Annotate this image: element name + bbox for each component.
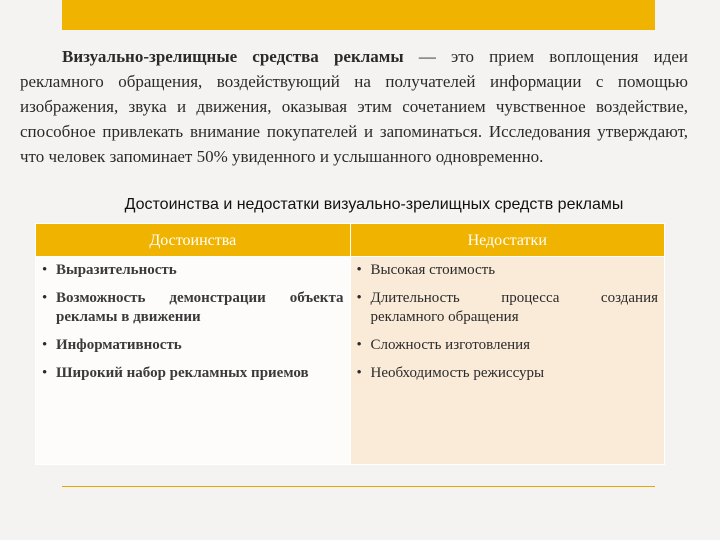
list-item [357,364,659,383]
list-item [42,261,344,280]
list-item [357,289,659,327]
disadvantage-text: Сложность изготовления [370,337,531,353]
advantage-text: Широкий набор рекламных приемов [56,365,309,381]
bottom-divider [62,486,655,487]
bullet-icon: • [42,290,48,306]
disadvantages-cell [350,257,665,465]
list-item [42,289,344,327]
disadvantage-text: Длительность процесса создания рекламного обращения [370,290,658,325]
disadvantage-text: Необходимость режиссуры [370,365,545,381]
header-disadvantages: Недостатки [350,224,665,257]
bullet-icon: • [42,337,48,353]
list-item [42,364,344,383]
bullet-icon: • [42,262,48,278]
table-header-row [36,224,665,257]
bullet-icon: • [356,262,362,278]
top-accent-bar [62,0,655,30]
advantages-cell [36,257,351,465]
bullet-icon: • [356,290,362,306]
bullet-icon: • [356,365,362,381]
bullet-icon: • [356,337,362,353]
table-title: Достоинства и недостатки визуально-зрелищных средств рекламы [124,196,624,213]
table-body-row [36,257,665,465]
advantage-text: Выразительность [56,262,177,278]
disadvantage-text: Высокая стоимость [370,262,496,278]
bullet-icon: • [42,365,48,381]
list-item [42,336,344,355]
intro-paragraph [20,44,688,169]
list-item [357,261,659,280]
list-item [357,336,659,355]
intro-term: Визуально-зрелищные средства рекламы [62,47,404,66]
advantage-text: Информативность [56,337,182,353]
header-advantages: Достоинства [36,224,351,257]
comparison-table [35,223,665,465]
intro-definition: — это прием воплощения идеи рекламного обращения, воздействующий на получателей информации с помощью изображения, звука и движения, оказывая этим сочетанием чувственное воздействие, способное привлекать внимание покупателей и запоминаться. Исследования утверждают, что человек запоминает 50% увиденного и услышанного одновременно. [20,47,688,166]
advantage-text: Возможность демонстрации объекта рекламы в движении [56,290,344,325]
